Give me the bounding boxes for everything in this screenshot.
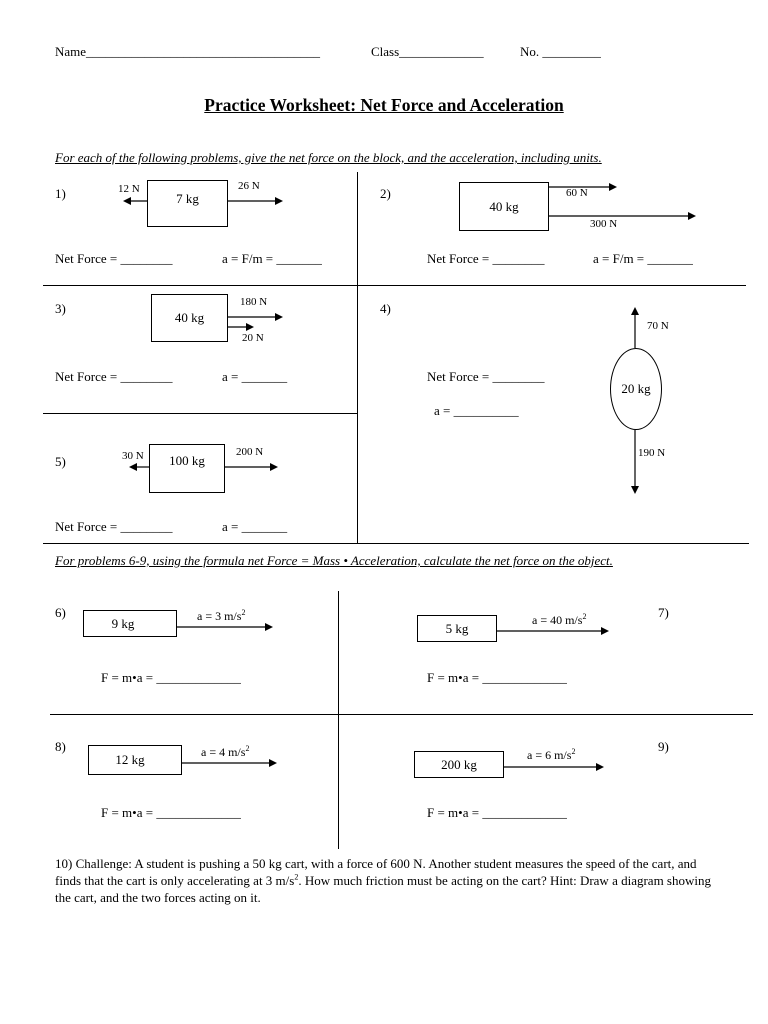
problem-7-accel-text: a = 40 m/s bbox=[532, 613, 583, 627]
problem-3-force-a-label: 180 N bbox=[240, 296, 268, 308]
problem-3-accel-field[interactable]: a = _______ bbox=[222, 369, 288, 384]
problem-8-number: 8) bbox=[55, 739, 66, 754]
problem-3-mass: 40 kg bbox=[174, 310, 205, 325]
problem-7-mass: 5 kg bbox=[445, 620, 469, 636]
class-field[interactable]: Class_____________ bbox=[371, 44, 484, 59]
problem-9-accel-exponent: 2 bbox=[571, 747, 576, 756]
problem-8-accel-text: a = 4 m/s bbox=[201, 745, 246, 759]
problem-5-left-force-label: 30 N bbox=[122, 450, 144, 462]
problem-3-force-b-label: 20 N bbox=[242, 332, 264, 344]
problem-2-mass: 40 kg bbox=[489, 198, 519, 214]
problem-5-number: 5) bbox=[55, 454, 66, 469]
problem-4-down-force-label: 190 N bbox=[638, 447, 666, 459]
problem-7-accel-exponent: 2 bbox=[582, 612, 587, 621]
problem-2-force-b-label: 300 N bbox=[590, 218, 618, 230]
problem-2-accel-field[interactable]: a = F/m = _______ bbox=[593, 251, 693, 266]
problem-6-accel-exponent: 2 bbox=[241, 608, 246, 617]
name-field[interactable]: Name____________________________________ bbox=[55, 44, 321, 59]
problem-8-formula-field[interactable]: F = m•a = _____________ bbox=[101, 805, 241, 820]
problem-9-mass: 200 kg bbox=[441, 756, 477, 772]
problem-2-force-a-label: 60 N bbox=[566, 187, 588, 199]
problem-4-net-force-field[interactable]: Net Force = ________ bbox=[427, 369, 545, 384]
challenge-text-part1: 10) Challenge: A student is pushing a 50 kg cart, with a force of 600 N. Another student measures the speed of the cart, and finds that the cart is only accelerating at 3 m/s bbox=[55, 856, 697, 888]
number-field[interactable]: No. _________ bbox=[520, 44, 601, 59]
problem-6-formula-field[interactable]: F = m•a = _____________ bbox=[101, 670, 241, 685]
challenge-text-part2: . How much friction must be acting on the cart? Hint: Draw a diagram showing the cart, and the two forces acting on it. bbox=[55, 873, 711, 905]
problem-5-accel-field[interactable]: a = _______ bbox=[222, 519, 288, 534]
problem-3-number: 3) bbox=[55, 301, 66, 316]
problem-2-net-force-field[interactable]: Net Force = ________ bbox=[427, 251, 545, 266]
problem-9-formula-field[interactable]: F = m•a = _____________ bbox=[427, 805, 567, 820]
problem-9-accel-text: a = 6 m/s bbox=[527, 748, 572, 762]
problem-4-up-force-label: 70 N bbox=[647, 320, 669, 332]
problem-8-mass: 12 kg bbox=[115, 752, 145, 767]
problem-6-accel-text: a = 3 m/s bbox=[197, 609, 242, 623]
page-title: Practice Worksheet: Net Force and Acceleration bbox=[204, 95, 564, 115]
problem-4-mass: 20 kg bbox=[621, 381, 651, 396]
problem-6-number: 6) bbox=[55, 605, 66, 620]
problem-1-accel-field[interactable]: a = F/m = _______ bbox=[222, 251, 322, 266]
problem-9-number: 9) bbox=[658, 739, 669, 754]
problem-1-left-force-label: 12 N bbox=[118, 183, 140, 195]
problem-4-accel-field[interactable]: a = __________ bbox=[434, 403, 519, 418]
problem-6-mass: 9 kg bbox=[111, 615, 135, 631]
problem-2-number: 2) bbox=[380, 186, 391, 201]
challenge-exponent: 2 bbox=[294, 872, 299, 882]
problem-5-mass: 100 kg bbox=[169, 452, 205, 468]
problem-1-number: 1) bbox=[55, 186, 66, 201]
problem-5-right-force-label: 200 N bbox=[236, 446, 264, 458]
problem-8-accel-exponent: 2 bbox=[245, 744, 250, 753]
problem-3-net-force-field[interactable]: Net Force = ________ bbox=[55, 369, 173, 384]
instructions-part1: For each of the following problems, give the net force on the block, and the acceleration, including units. bbox=[55, 150, 602, 165]
problem-7-formula-field[interactable]: F = m•a = _____________ bbox=[427, 670, 567, 685]
problem-1-mass: 7 kg bbox=[176, 190, 199, 206]
problem-4-number: 4) bbox=[380, 301, 391, 316]
challenge-problem bbox=[55, 855, 715, 906]
problem-1-right-force-label: 26 N bbox=[238, 180, 260, 192]
problem-5-net-force-field[interactable]: Net Force = ________ bbox=[55, 519, 173, 534]
problem-1-net-force-field[interactable]: Net Force = ________ bbox=[55, 251, 173, 266]
instructions-part2: For problems 6-9, using the formula net Force = Mass • Acceleration, calculate the net force on the object. bbox=[55, 553, 613, 568]
problem-7-number: 7) bbox=[658, 605, 669, 620]
